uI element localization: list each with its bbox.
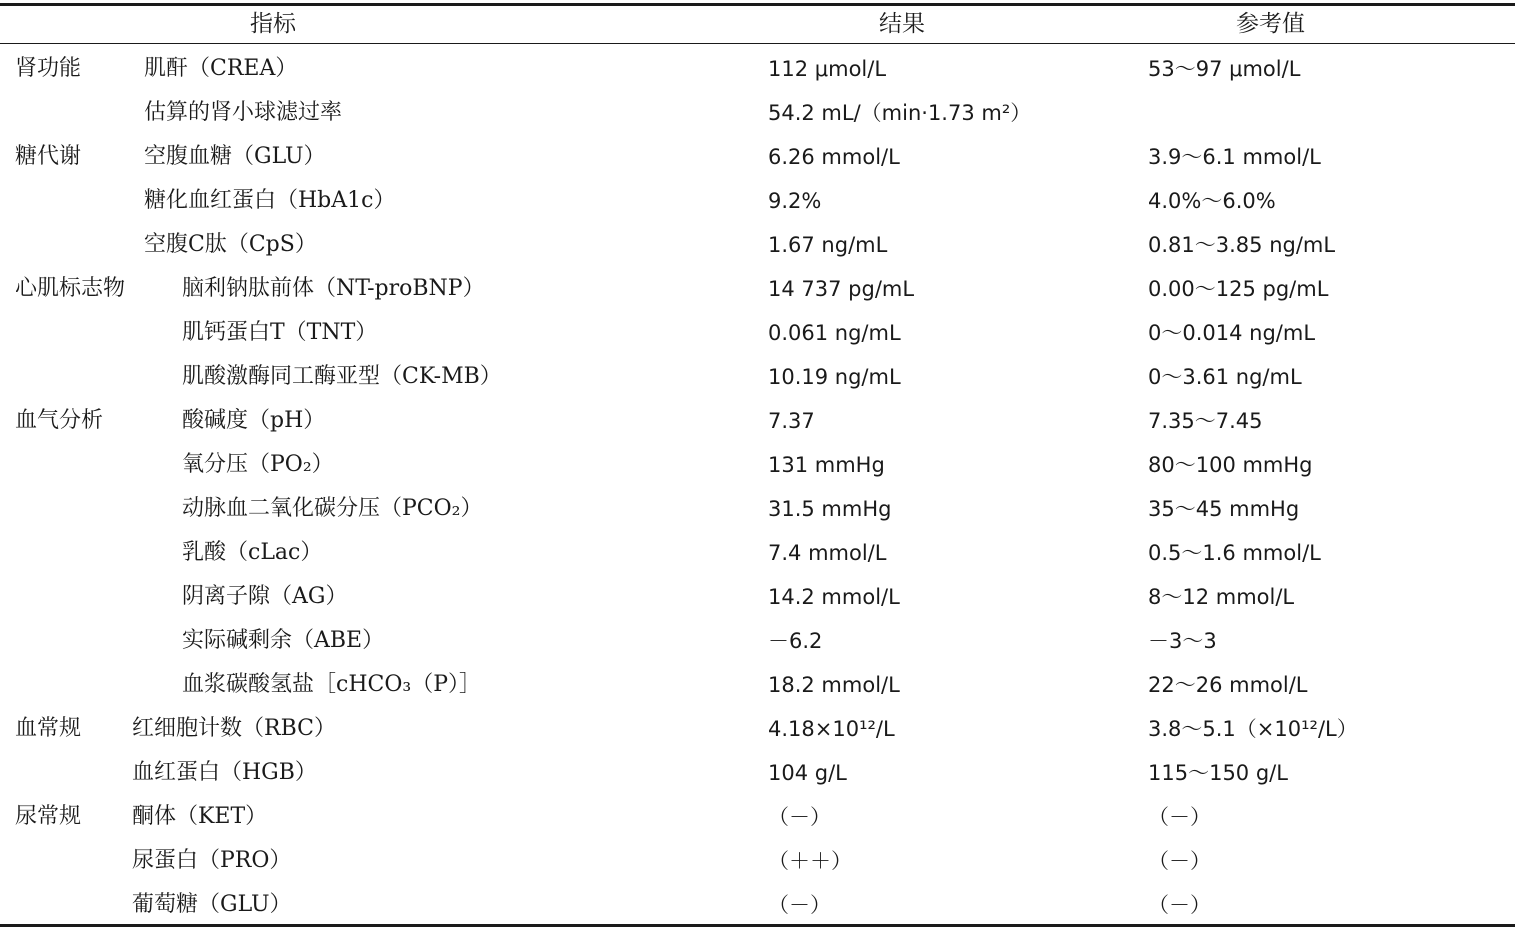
row-category: 糖代谢 [15, 144, 82, 169]
row-reference-value: 35～45 mmHg [1148, 497, 1300, 521]
table-row [0, 399, 1515, 443]
row-indicator-name: 肌酐（CREA） [144, 56, 298, 81]
header-result: 结果 [879, 11, 925, 37]
row-result-value: 14 737 pg/mL [768, 277, 915, 301]
row-indicator-name: 葡萄糖（GLU） [132, 892, 292, 917]
row-result-value: 54.2 mL/（min·1.73 m²） [768, 101, 1032, 125]
header-reference: 参考值 [1236, 11, 1305, 37]
row-category: 心肌标志物 [15, 276, 126, 301]
row-result-value: 18.2 mmol/L [768, 673, 900, 697]
row-category: 尿常规 [15, 804, 82, 829]
row-result-value: 7.4 mmol/L [768, 541, 887, 565]
row-indicator-name: 动脉血二氧化碳分压（PCO₂） [182, 496, 483, 521]
table-row [0, 531, 1515, 575]
table-row [0, 267, 1515, 311]
table-row [0, 751, 1515, 795]
row-reference-value: 80～100 mmHg [1148, 453, 1313, 477]
table-row [0, 223, 1515, 267]
lab-results-table-body [0, 47, 1515, 927]
row-reference-value: －3～3 [1148, 629, 1217, 653]
row-result-value: 14.2 mmol/L [768, 585, 900, 609]
row-indicator-name: 氧分压（PO₂） [182, 452, 334, 477]
row-indicator-name: 血红蛋白（HGB） [132, 760, 317, 785]
table-row [0, 795, 1515, 839]
row-reference-value: 0.81～3.85 ng/mL [1148, 233, 1336, 257]
row-result-value: （－） [768, 893, 831, 917]
row-category: 血气分析 [15, 408, 104, 433]
header-indicator: 指标 [250, 11, 296, 37]
row-result-value: 1.67 ng/mL [768, 233, 888, 257]
row-indicator-name: 肌酸激酶同工酶亚型（CK-MB） [182, 364, 502, 389]
row-reference-value: 115～150 g/L [1148, 761, 1288, 785]
table-row [0, 487, 1515, 531]
row-result-value: 9.2% [768, 189, 822, 213]
table-header-rule [0, 43, 1515, 44]
row-indicator-name: 尿蛋白（PRO） [132, 848, 292, 873]
table-row [0, 311, 1515, 355]
row-result-value: 0.061 ng/mL [768, 321, 901, 345]
table-top-rule [0, 3, 1515, 6]
row-reference-value: 0～3.61 ng/mL [1148, 365, 1302, 389]
row-indicator-name: 乳酸（cLac） [182, 540, 323, 565]
table-row [0, 91, 1515, 135]
row-result-value: 6.26 mmol/L [768, 145, 900, 169]
row-reference-value: 0～0.014 ng/mL [1148, 321, 1316, 345]
row-indicator-name: 肌钙蛋白T（TNT） [182, 320, 378, 345]
row-reference-value: （－） [1148, 893, 1211, 917]
row-indicator-name: 脑利钠肽前体（NT-proBNP） [182, 276, 485, 301]
row-reference-value: （－） [1148, 805, 1211, 829]
row-reference-value: 7.35～7.45 [1148, 409, 1263, 433]
table-row [0, 839, 1515, 883]
table-row [0, 663, 1515, 707]
row-indicator-name: 空腹血糖（GLU） [144, 144, 326, 169]
row-reference-value: 0.5～1.6 mmol/L [1148, 541, 1321, 565]
row-result-value: （－） [768, 805, 831, 829]
row-indicator-name: 酸碱度（pH） [182, 408, 326, 433]
row-indicator-name: 血浆碳酸氢盐［cHCO₃（P）］ [182, 672, 481, 697]
row-result-value: 4.18×10¹²/L [768, 717, 895, 741]
row-reference-value: 53～97 μmol/L [1148, 57, 1301, 81]
row-result-value: 10.19 ng/mL [768, 365, 901, 389]
table-row [0, 575, 1515, 619]
row-reference-value: 3.8～5.1（×10¹²/L） [1148, 717, 1358, 741]
table-row [0, 883, 1515, 927]
row-result-value: 31.5 mmHg [768, 497, 892, 521]
row-reference-value: 8～12 mmol/L [1148, 585, 1295, 609]
row-result-value: （＋＋） [768, 849, 852, 873]
row-result-value: 131 mmHg [768, 453, 885, 477]
row-indicator-name: 估算的肾小球滤过率 [144, 100, 343, 125]
row-reference-value: （－） [1148, 849, 1211, 873]
table-row [0, 619, 1515, 663]
row-indicator-name: 酮体（KET） [132, 804, 268, 829]
table-row [0, 443, 1515, 487]
row-indicator-name: 糖化血红蛋白（HbA1c） [144, 188, 396, 213]
row-result-value: 7.37 [768, 409, 815, 433]
row-result-value: －6.2 [768, 629, 823, 653]
table-row [0, 707, 1515, 751]
row-category: 血常规 [15, 716, 82, 741]
row-indicator-name: 红细胞计数（RBC） [132, 716, 336, 741]
row-category: 肾功能 [15, 56, 82, 81]
table-row [0, 47, 1515, 91]
row-result-value: 104 g/L [768, 761, 847, 785]
row-reference-value: 22～26 mmol/L [1148, 673, 1308, 697]
row-indicator-name: 实际碱剩余（ABE） [182, 628, 385, 653]
row-indicator-name: 阴离子隙（AG） [182, 584, 348, 609]
row-reference-value: 4.0%～6.0% [1148, 189, 1276, 213]
row-result-value: 112 μmol/L [768, 57, 887, 81]
table-row [0, 135, 1515, 179]
row-indicator-name: 空腹C肽（CpS） [144, 232, 317, 257]
row-reference-value: 0.00～125 pg/mL [1148, 277, 1329, 301]
row-reference-value: 3.9～6.1 mmol/L [1148, 145, 1321, 169]
table-row [0, 355, 1515, 399]
table-row [0, 179, 1515, 223]
